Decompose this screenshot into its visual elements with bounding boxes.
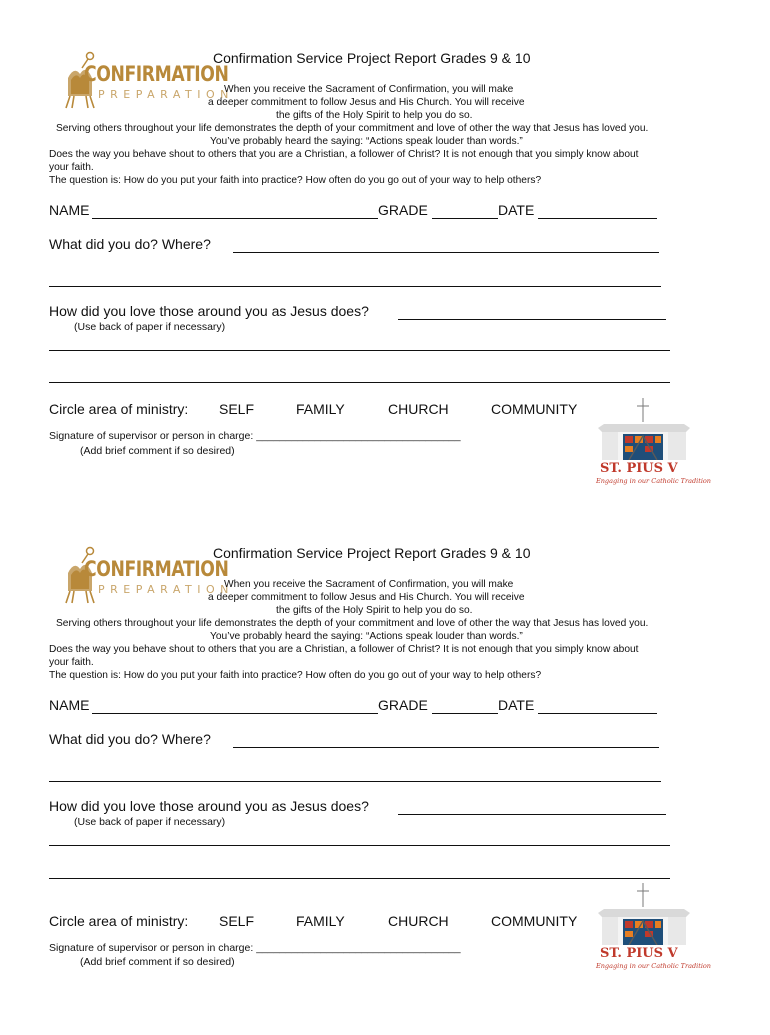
- report-form-top: [0, 40, 770, 540]
- ministry-community[interactable]: COMMUNITY: [491, 401, 578, 417]
- back-note: (Use back of paper if necessary): [74, 321, 226, 333]
- parish-name: ST. PIUS V: [600, 461, 678, 476]
- how-label: How did you love those around you as Jesus does?: [49, 303, 369, 319]
- report-form-bottom: [0, 535, 770, 1035]
- how-field-3[interactable]: [49, 382, 670, 383]
- signature-label: Signature of supervisor or person in charge: ___________________________________: [49, 942, 461, 954]
- church-window-icon: [596, 883, 696, 945]
- intro-line-5: You’ve probably heard the saying: “Actions speak louder than words.”: [210, 136, 523, 147]
- name-field[interactable]: [92, 713, 378, 714]
- grade-field[interactable]: [432, 218, 498, 219]
- intro-line-7: your faith.: [49, 162, 94, 173]
- ministry-label: Circle area of ministry:: [49, 913, 189, 929]
- grade-label: GRADE: [378, 697, 428, 713]
- how-label: How did you love those around you as Jesus does?: [49, 798, 369, 814]
- intro-line-2: a deeper commitment to follow Jesus and His Church. You will receive: [208, 97, 525, 108]
- confirmation-logo: [62, 50, 234, 112]
- ministry-church[interactable]: CHURCH: [388, 401, 449, 417]
- how-field-2[interactable]: [49, 845, 670, 846]
- ministry-family[interactable]: FAMILY: [296, 913, 345, 929]
- form-title: Confirmation Service Project Report Grades 9 & 10: [213, 50, 531, 66]
- parish-tagline: Engaging in our Catholic Tradition: [596, 962, 711, 970]
- intro-line-3: the gifts of the Holy Spirit to help you do so.: [276, 605, 473, 616]
- confirmation-logo: [62, 545, 234, 607]
- church-window-icon: [596, 398, 696, 460]
- intro-line-8: The question is: How do you put your faith into practice? How often do you go out of your way to help others?: [49, 670, 542, 681]
- how-field-2[interactable]: [49, 350, 670, 351]
- comment-note: (Add brief comment if so desired): [80, 445, 235, 457]
- intro-line-7: your faith.: [49, 657, 94, 668]
- what-where-label: What did you do? Where?: [49, 236, 211, 252]
- ministry-community[interactable]: COMMUNITY: [491, 913, 578, 929]
- intro-line-2: a deeper commitment to follow Jesus and His Church. You will receive: [208, 592, 525, 603]
- name-label: NAME: [49, 697, 90, 713]
- parish-logo: [596, 398, 711, 493]
- intro-line-4: Serving others throughout your life demonstrates the depth of your commitment and love of other the way that Jesus has loved you.: [56, 123, 649, 134]
- ministry-label: Circle area of ministry:: [49, 401, 189, 417]
- back-note: (Use back of paper if necessary): [74, 816, 226, 828]
- name-label: NAME: [49, 202, 90, 218]
- date-field[interactable]: [538, 218, 657, 219]
- intro-line-3: the gifts of the Holy Spirit to help you do so.: [276, 110, 473, 121]
- logo-word-confirmation: CONFIRMATION: [84, 62, 229, 86]
- ministry-self[interactable]: SELF: [219, 913, 255, 929]
- parish-logo: [596, 883, 711, 978]
- what-where-field-2[interactable]: [49, 781, 661, 782]
- intro-line-1: When you receive the Sacrament of Confirmation, you will make: [224, 84, 514, 95]
- how-field-3[interactable]: [49, 878, 670, 879]
- what-where-field-2[interactable]: [49, 286, 661, 287]
- date-label: DATE: [498, 697, 535, 713]
- name-field[interactable]: [92, 218, 378, 219]
- ministry-family[interactable]: FAMILY: [296, 401, 345, 417]
- parish-tagline: Engaging in our Catholic Tradition: [596, 477, 711, 485]
- ministry-self[interactable]: SELF: [219, 401, 255, 417]
- intro-line-4: Serving others throughout your life demonstrates the depth of your commitment and love of other the way that Jesus has loved you.: [56, 618, 649, 629]
- intro-line-8: The question is: How do you put your faith into practice? How often do you go out of your way to help others?: [49, 175, 542, 186]
- what-where-field[interactable]: [233, 252, 659, 253]
- form-title: Confirmation Service Project Report Grades 9 & 10: [213, 545, 531, 561]
- date-label: DATE: [498, 202, 535, 218]
- how-field[interactable]: [398, 319, 666, 320]
- parish-name: ST. PIUS V: [600, 946, 678, 961]
- intro-line-1: When you receive the Sacrament of Confirmation, you will make: [224, 579, 514, 590]
- ministry-church[interactable]: CHURCH: [388, 913, 449, 929]
- what-where-field[interactable]: [233, 747, 659, 748]
- grade-field[interactable]: [432, 713, 498, 714]
- signature-label: Signature of supervisor or person in charge: ___________________________________: [49, 430, 461, 442]
- logo-word-confirmation: CONFIRMATION: [84, 557, 229, 581]
- intro-line-5: You’ve probably heard the saying: “Actions speak louder than words.”: [210, 631, 523, 642]
- logo-word-preparation: PREPARATION: [98, 88, 234, 101]
- comment-note: (Add brief comment if so desired): [80, 956, 235, 968]
- intro-line-6: Does the way you behave shout to others that you are a Christian, a follower of Christ? It is not enough that you simply know about: [49, 644, 639, 655]
- grade-label: GRADE: [378, 202, 428, 218]
- what-where-label: What did you do? Where?: [49, 731, 211, 747]
- how-field[interactable]: [398, 814, 666, 815]
- logo-word-preparation: PREPARATION: [98, 583, 234, 596]
- date-field[interactable]: [538, 713, 657, 714]
- intro-line-6: Does the way you behave shout to others that you are a Christian, a follower of Christ? It is not enough that you simply know about: [49, 149, 639, 160]
